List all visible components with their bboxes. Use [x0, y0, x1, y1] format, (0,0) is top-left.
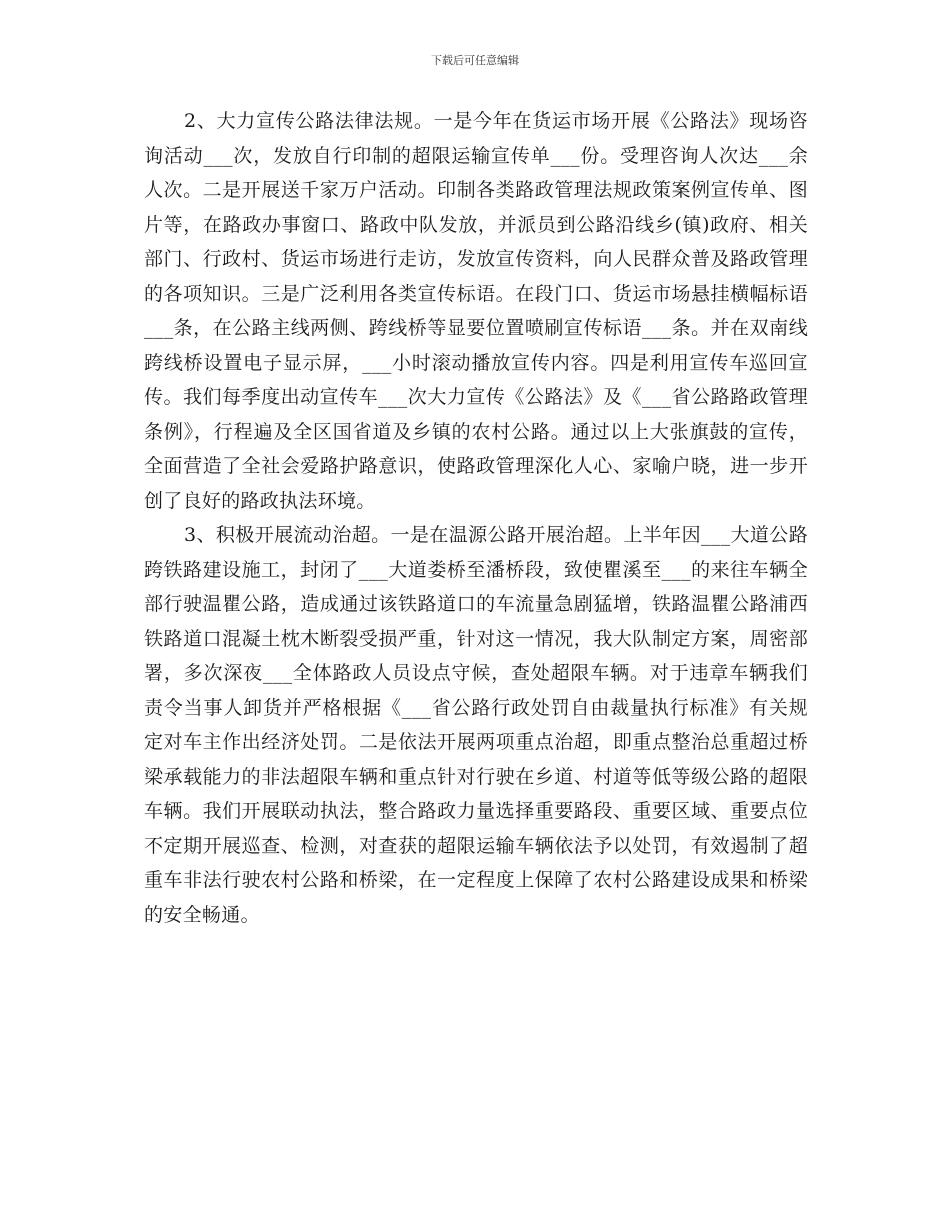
paragraph-overload-control: 3、积极开展流动治超。一是在温源公路开展治超。上半年因___大道公路跨铁路建设施工，封闭了___大道娄桥至潘桥段，致使瞿溪至___的来往车辆全部行驶温瞿公路，造成通过该铁路道口的车流量急剧猛增，铁路温瞿公路浦西铁路道口混凝土枕木断裂受损严重，针对这一情况，我大队制定方案，周密部署，多次深夜___全体路政人员设点守候，查处超限车辆。对于违章车辆我们责令当事人卸货并严格根据《___省公路行政处罚自由裁量执行标准》有关规定对车主作出经济处罚。二是依法开展两项重点治超，即重点整治总重超过桥梁承载能力的非法超限车辆和重点针对行驶在乡道、村道等低等级公路的超限车辆。我们开展联动执法，整合路政力量选择重要路段、重要区域、重要点位不定期开展巡查、检测，对查获的超限运输车辆依法予以处罚，有效遏制了超重车非法行驶农村公路和桥梁，在一定程度上保障了农村公路建设成果和桥梁的安全畅通。 — [144, 524, 808, 926]
document-body — [144, 104, 808, 932]
paragraph-publicity: 2、大力宣传公路法律法规。一是今年在货运市场开展《公路法》现场咨询活动___次，发放自行印制的超限运输宣传单___份。受理咨询人次达___余人次。二是开展送千家万户活动。印制各类路政管理法规政策案例宣传单、图片等，在路政办事窗口、路政中队发放，并派员到公路沿线乡(镇)政府、相关部门、行政村、货运市场进行走访，发放宣传资料，向人民群众普及路政管理的各项知识。三是广泛利用各类宣传标语。在段门口、货运市场悬挂横幅标语___条，在公路主线两侧、跨线桥等显要位置喷刷宣传标语___条。并在双南线跨线桥设置电子显示屏，___小时滚动播放宣传内容。四是利用宣传车巡回宣传。我们每季度出动宣传车___次大力宣传《公路法》及《___省公路路政管理条例》，行程遍及全区国省道及乡镇的农村公路。通过以上大张旗鼓的宣传，全面营造了全社会爱路护路意识，使路政管理深化人心、家喻户晓，进一步开创了良好的路政执法环境。 — [144, 110, 808, 512]
page-header: 下载后可任意编辑 — [431, 54, 519, 67]
